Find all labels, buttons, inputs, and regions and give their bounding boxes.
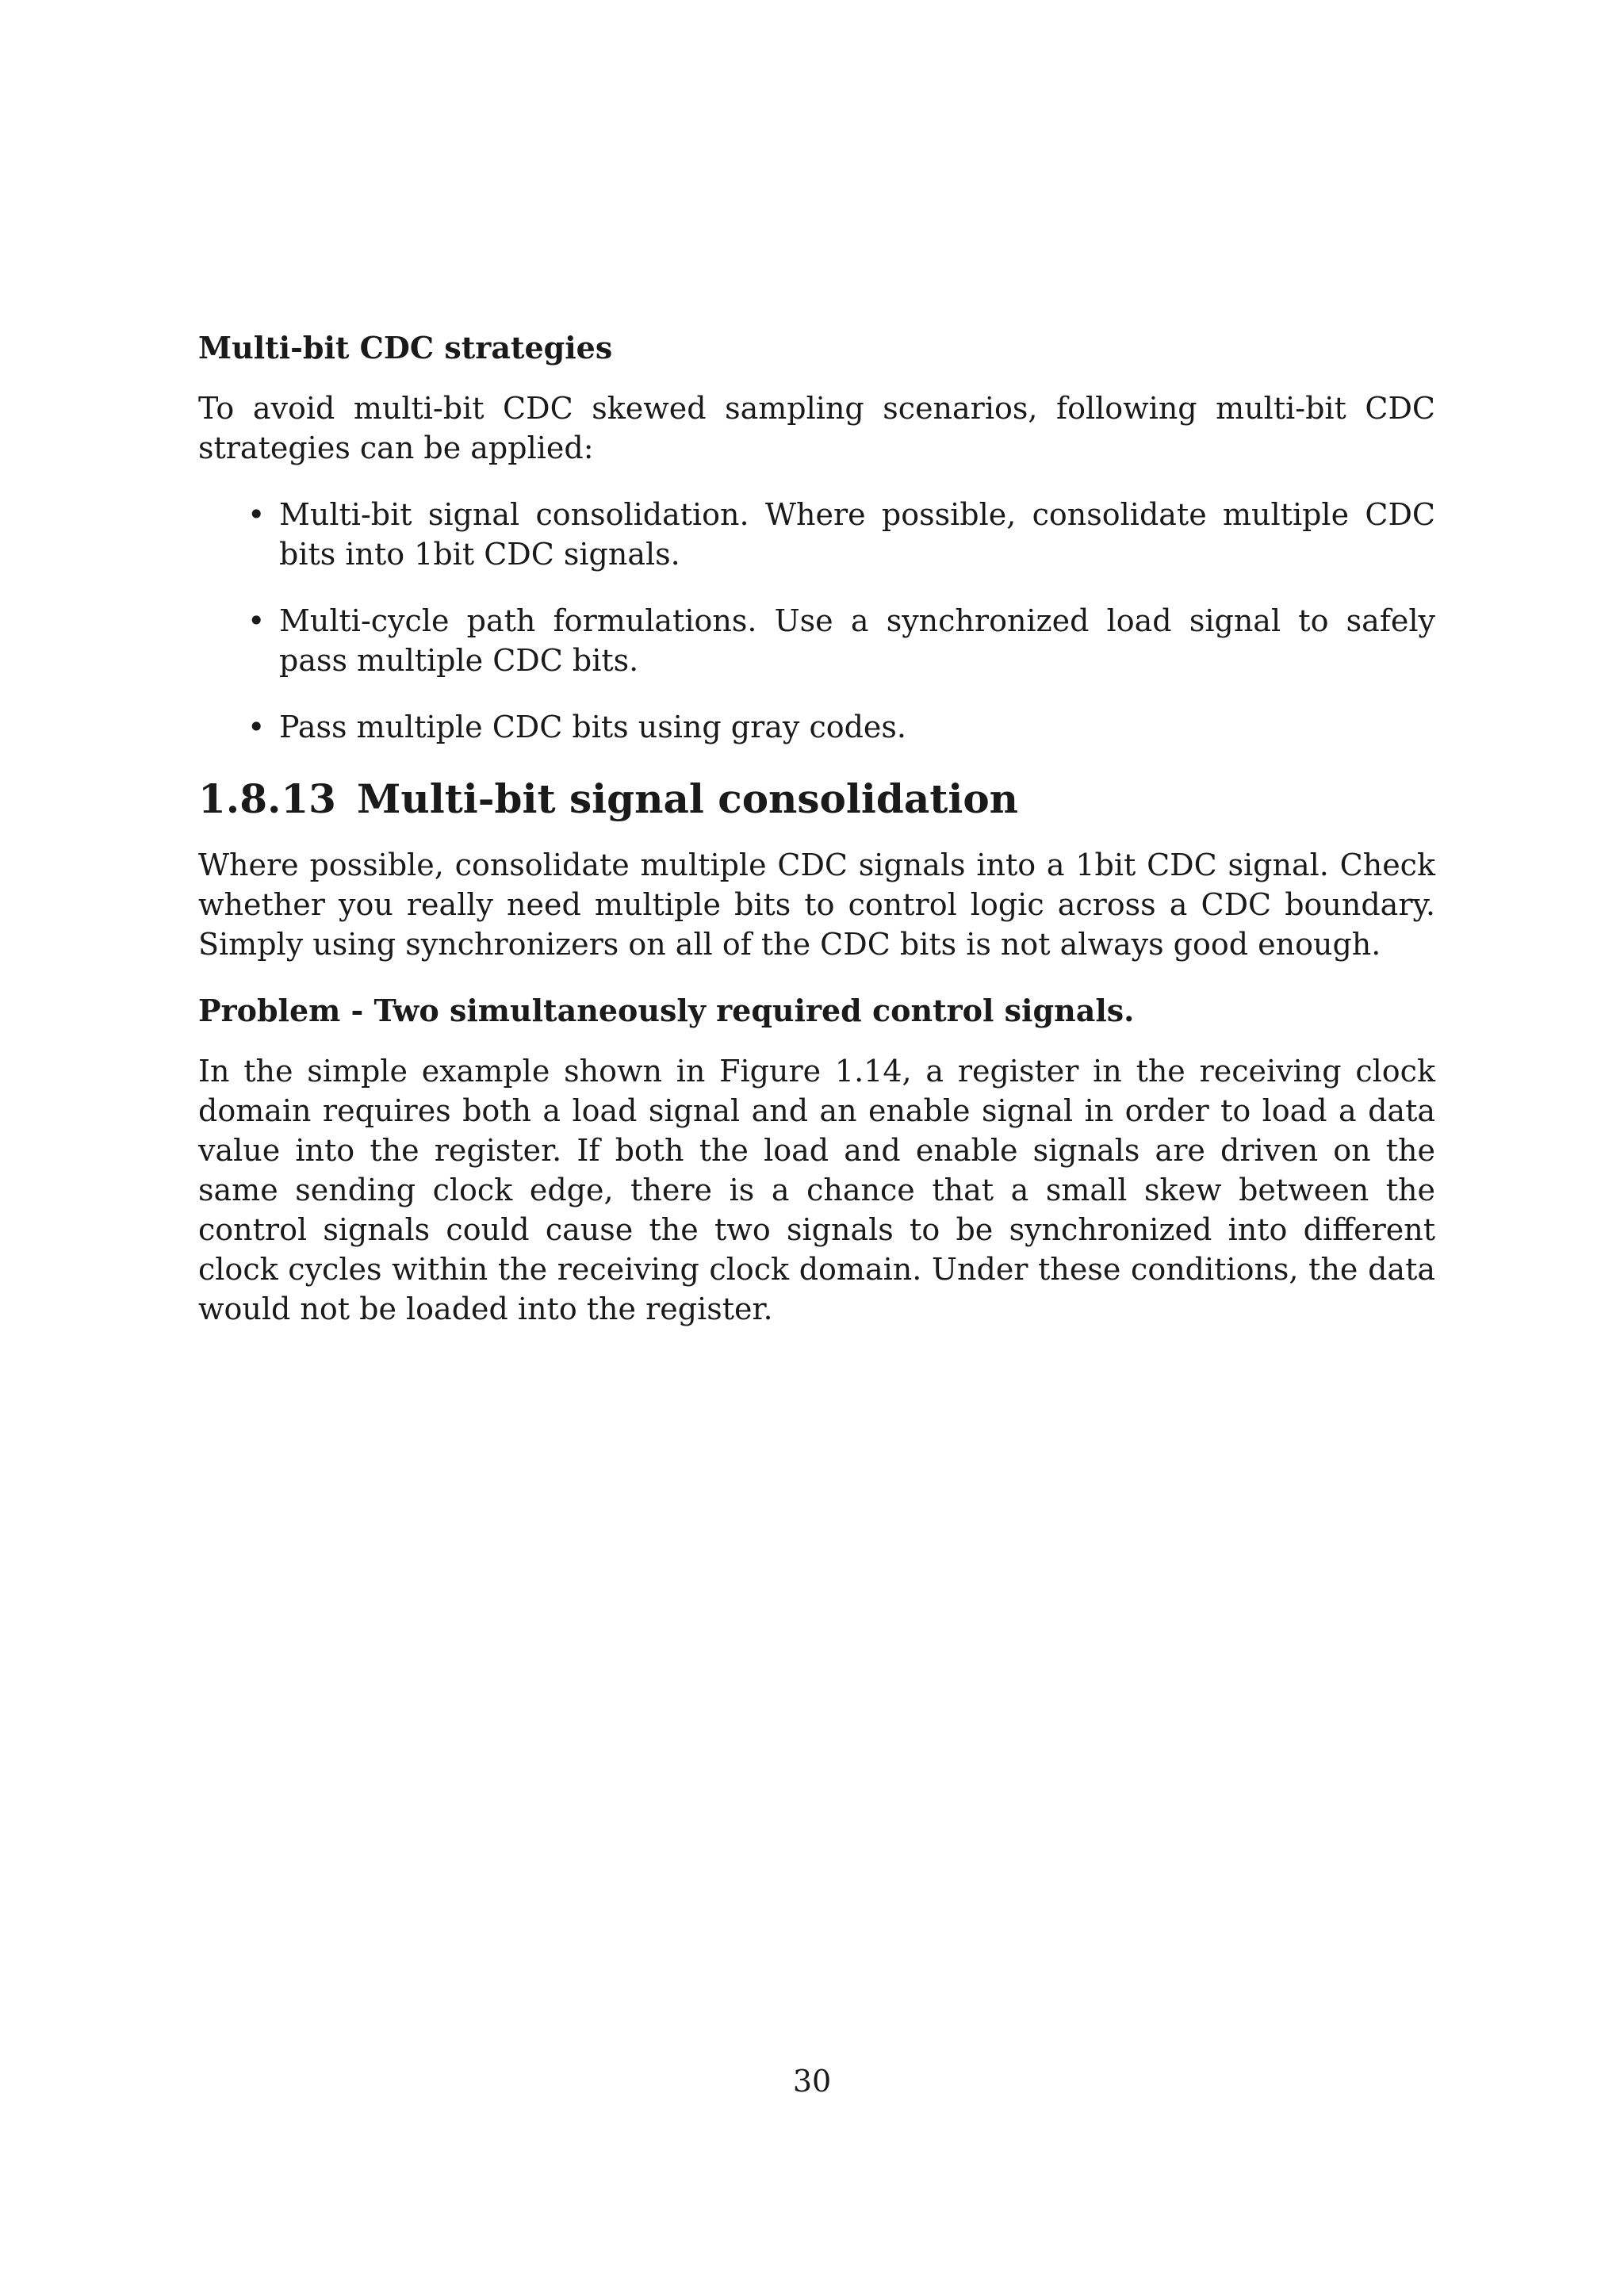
list-item <box>198 601 1435 680</box>
section-number: 1.8.13 <box>198 775 336 822</box>
bullet-icon: • <box>247 497 266 532</box>
bullet-icon: • <box>247 603 266 638</box>
subsection-title-problem: Problem - Two simultaneously required control signals. <box>198 993 1135 1028</box>
strategy-list <box>198 495 1435 747</box>
subsection-title-multibit-strategies: Multi-bit CDC strategies <box>198 330 613 365</box>
list-item-text: Pass multiple CDC bits using gray codes. <box>279 710 907 744</box>
list-item <box>198 707 1435 747</box>
list-item <box>198 495 1435 574</box>
list-item-text: Multi-bit signal consolidation. Where possible, consolidate multiple CDC bits into 1bit CDC signals. <box>279 497 1435 572</box>
intro-paragraph: To avoid multi-bit CDC skewed sampling scenarios, following multi-bit CDC strategies can be applied: <box>198 391 1435 465</box>
section-heading <box>198 774 1435 825</box>
section-title: Multi-bit signal consolidation <box>357 775 1019 822</box>
problem-paragraph: In the simple example shown in Figure 1.14, a register in the receiving clock domain requires both a load signal and an enable signal in order to load a data value into the register. If both the load and enable signals are driven on the same sending clock edge, there is a chance that a small skew between the control signals could cause the two signals to be synchronized into different clock cycles within the receiving clock domain. Under these conditions, the data would not be loaded into the register. <box>198 1054 1435 1326</box>
list-item-text: Multi-cycle path formulations. Use a synchronized load signal to safely pass multiple CDC bits. <box>279 603 1435 678</box>
section-body-paragraph: Where possible, consolidate multiple CDC signals into a 1bit CDC signal. Check whether you really need multiple bits to control logic across a CDC boundary. Simply using synchronizers on all of the CDC bits is not always good enough. <box>198 848 1435 962</box>
spacer <box>198 1031 1435 1051</box>
spacer <box>198 964 1435 991</box>
page-content <box>198 328 1435 1329</box>
spacer <box>198 825 1435 845</box>
spacer <box>198 368 1435 388</box>
page-number: 30 <box>792 2064 832 2099</box>
bullet-icon: • <box>247 710 266 744</box>
spacer <box>198 468 1435 495</box>
